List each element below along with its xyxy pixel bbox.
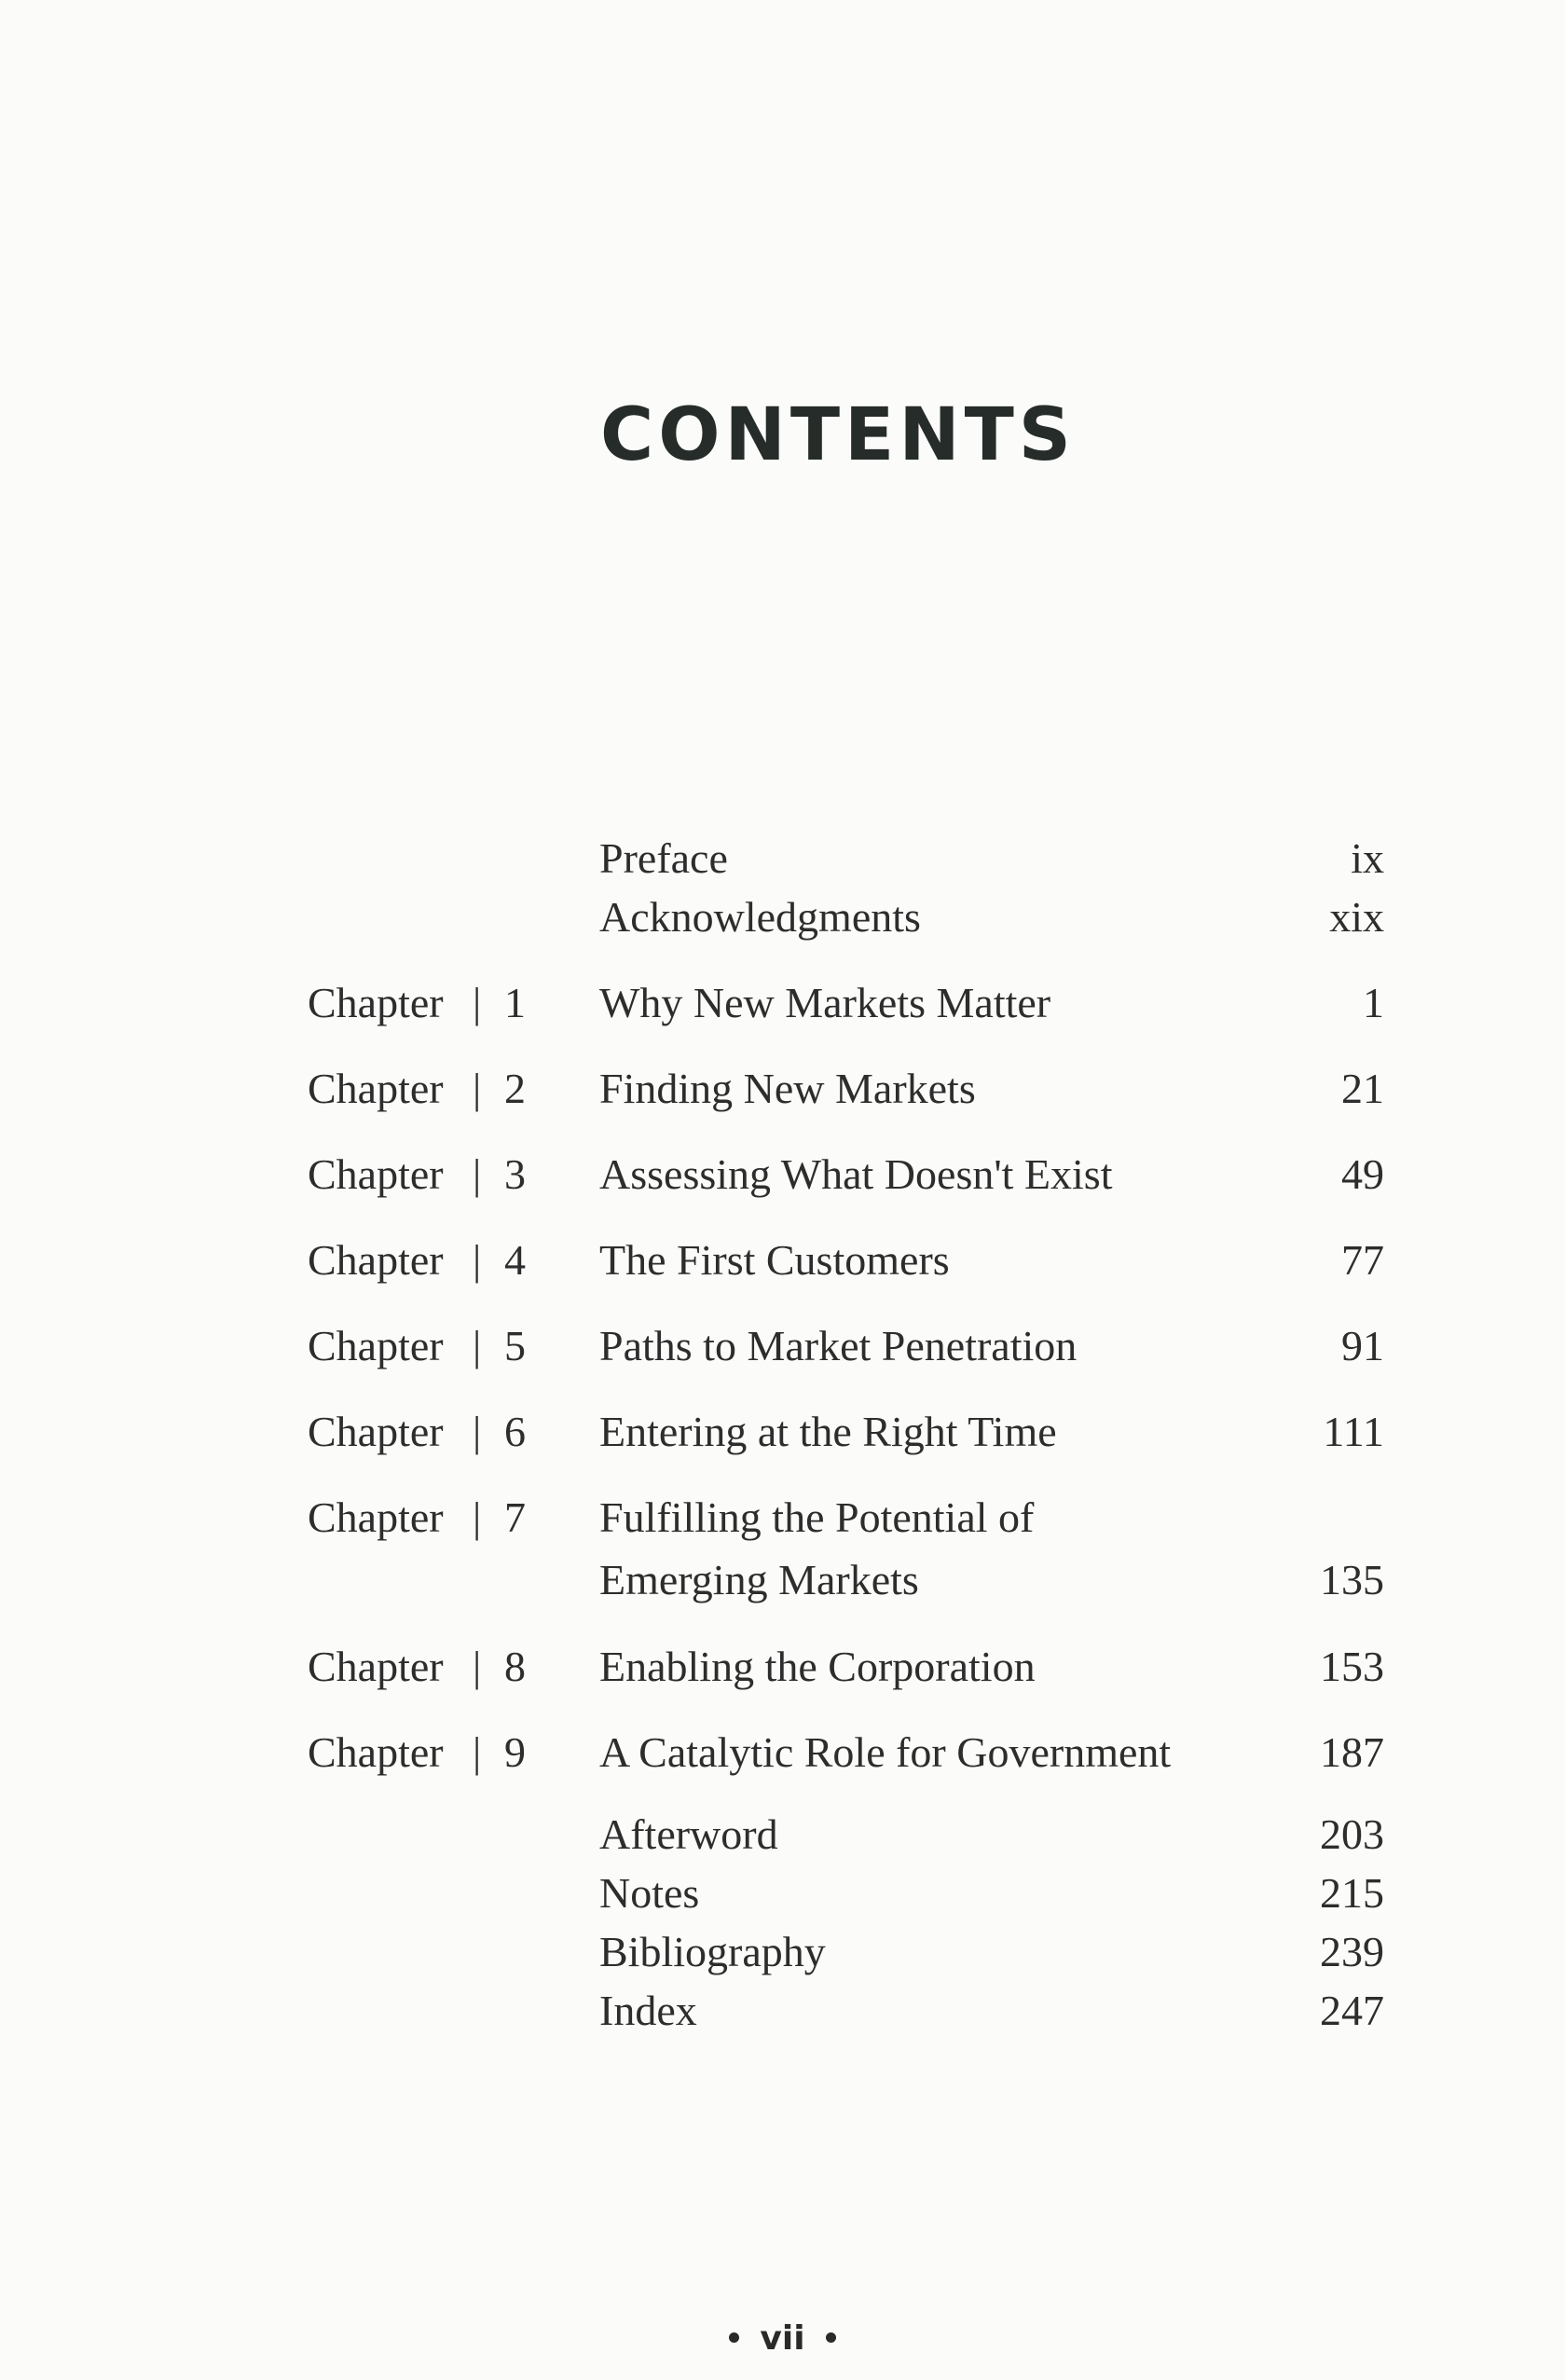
page-number: vii (760, 2319, 805, 2358)
chapter-number: 7 (504, 1493, 526, 1541)
chapter-page: 111 (1323, 1408, 1384, 1455)
chapter-number: 4 (504, 1236, 526, 1284)
chapter-separator: | (473, 1322, 482, 1369)
chapter-number: 3 (504, 1150, 526, 1198)
chapter-separator: | (473, 1236, 482, 1284)
chapter-label: Chapter (308, 1322, 444, 1369)
chapter-page: 49 (1341, 1150, 1384, 1198)
toc-entry-preface-title: Preface (599, 834, 728, 882)
chapter-page: 187 (1320, 1728, 1384, 1776)
chapter-page: 1 (1363, 979, 1384, 1026)
toc-entry-notes-page: 215 (1320, 1869, 1384, 1917)
toc-entry-index-title: Index (599, 1987, 697, 2034)
chapter-label: Chapter (308, 1236, 444, 1284)
chapter-label: Chapter (308, 1493, 444, 1541)
chapter-title: A Catalytic Role for Government (599, 1728, 1172, 1776)
chapter-title-line2: Emerging Markets (599, 1556, 919, 1603)
chapter-separator: | (473, 1065, 482, 1112)
chapter-number: 9 (504, 1728, 526, 1776)
chapter-page: 77 (1341, 1236, 1384, 1284)
toc-entry-index-page: 247 (1320, 1987, 1384, 2034)
chapter-number: 2 (504, 1065, 526, 1112)
chapter-title: Fulfilling the Potential of (599, 1493, 1035, 1541)
chapter-page: 153 (1320, 1643, 1384, 1690)
chapter-separator: | (473, 1728, 482, 1776)
chapter-separator: | (473, 979, 482, 1026)
chapter-separator: | (473, 1408, 482, 1455)
chapter-number: 5 (504, 1322, 526, 1369)
chapter-title: Enabling the Corporation (599, 1643, 1036, 1690)
bullet-icon (729, 2332, 739, 2343)
chapter-title: Entering at the Right Time (599, 1408, 1057, 1455)
chapter-title: Why New Markets Matter (599, 979, 1051, 1026)
chapter-label: Chapter (308, 1408, 444, 1455)
bullet-icon (826, 2332, 836, 2343)
chapter-page: 21 (1341, 1065, 1384, 1112)
toc-entry-acknowledgments-page: xix (1329, 893, 1384, 941)
chapter-label: Chapter (308, 979, 444, 1026)
page-footer (0, 2319, 1565, 2358)
chapter-title: Assessing What Doesn't Exist (599, 1150, 1113, 1198)
chapter-title: Finding New Markets (599, 1065, 976, 1112)
chapter-label: Chapter (308, 1643, 444, 1690)
chapter-separator: | (473, 1643, 482, 1690)
chapter-number: 8 (504, 1643, 526, 1690)
toc-entry-bibliography-page: 239 (1320, 1928, 1384, 1975)
chapter-label: Chapter (308, 1065, 444, 1112)
chapter-separator: | (473, 1493, 482, 1541)
toc-entry-afterword-page: 203 (1320, 1810, 1384, 1858)
chapter-label: Chapter (308, 1150, 444, 1198)
chapter-page: 91 (1341, 1322, 1384, 1369)
toc-entry-bibliography-title: Bibliography (599, 1928, 826, 1975)
toc-entry-acknowledgments-title: Acknowledgments (599, 893, 921, 941)
chapter-number: 1 (504, 979, 526, 1026)
chapter-number: 6 (504, 1408, 526, 1455)
toc-entry-preface-page: ix (1351, 834, 1384, 882)
chapter-separator: | (473, 1150, 482, 1198)
toc-entry-afterword-title: Afterword (599, 1810, 778, 1858)
chapter-label: Chapter (308, 1728, 444, 1776)
chapter-page: 135 (1320, 1556, 1384, 1603)
toc-entry-notes-title: Notes (599, 1869, 700, 1917)
page-title: CONTENTS (600, 393, 1076, 477)
chapter-title: Paths to Market Penetration (599, 1322, 1078, 1369)
chapter-title: The First Customers (599, 1236, 950, 1284)
